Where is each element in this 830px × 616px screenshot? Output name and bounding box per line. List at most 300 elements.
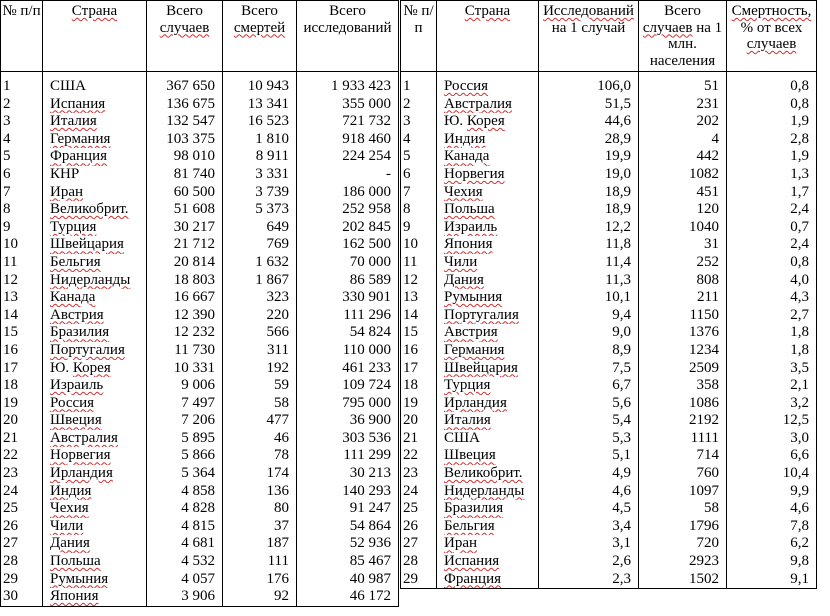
left-table-row (1, 553, 399, 571)
right-table-row (401, 254, 817, 272)
left-table-row (1, 148, 399, 166)
right-table-row (401, 483, 817, 501)
right-cell-mortality-percent: 9,1 (727, 571, 817, 589)
right-cell-cases-per-million: 1111 (639, 430, 727, 448)
right-cell-cases-per-million: 760 (639, 465, 727, 483)
right-cell-country: США (437, 430, 539, 448)
left-header-country: Страна (43, 1, 147, 72)
left-cell-total-deaths: 649 (223, 219, 297, 237)
left-cell-total-deaths: 5 373 (223, 201, 297, 219)
right-cell-cases-per-million: 1086 (639, 395, 727, 413)
left-cell-country: Иран (43, 184, 147, 202)
left-cell-country: Ю. Корея (43, 360, 147, 378)
right-cell-cases-per-million: 1502 (639, 571, 727, 589)
right-cell-tests-per-case: 11,8 (539, 236, 639, 254)
left-cell-total-cases: 4 858 (147, 483, 223, 501)
left-cell-total-cases: 5 866 (147, 447, 223, 465)
right-table-row (401, 184, 817, 202)
right-cell-country: Швейцария (437, 360, 539, 378)
left-table-row (1, 307, 399, 325)
left-cell-total-tests: 111 299 (297, 447, 399, 465)
left-cell-total-tests: 918 460 (297, 131, 399, 149)
left-cell-row-number: 9 (1, 219, 43, 237)
right-cell-row-number: 18 (401, 377, 437, 395)
left-cell-total-tests: 721 732 (297, 113, 399, 131)
left-cell-total-deaths: 311 (223, 342, 297, 360)
right-table-row (401, 412, 817, 430)
left-table-row (1, 588, 399, 606)
right-cell-tests-per-case: 11,4 (539, 254, 639, 272)
right-cell-mortality-percent: 1,3 (727, 166, 817, 184)
right-table-row (401, 131, 817, 149)
left-cell-total-cases: 98 010 (147, 148, 223, 166)
left-table-row (1, 166, 399, 184)
right-cell-tests-per-case: 9,0 (539, 324, 639, 342)
left-cell-row-number: 17 (1, 360, 43, 378)
right-cell-tests-per-case: 4,6 (539, 483, 639, 501)
left-cell-row-number: 12 (1, 272, 43, 290)
right-cell-mortality-percent: 2,4 (727, 236, 817, 254)
right-cell-country: Румыния (437, 289, 539, 307)
right-cell-tests-per-case: 2,3 (539, 571, 639, 589)
left-cell-total-cases: 12 232 (147, 324, 223, 342)
right-cell-tests-per-case: 6,7 (539, 377, 639, 395)
right-table-row (401, 96, 817, 114)
right-cell-mortality-percent: 0,8 (727, 254, 817, 272)
right-cell-country: Бразилия (437, 500, 539, 518)
right-cell-mortality-percent: 1,7 (727, 184, 817, 202)
left-cell-total-cases: 4 532 (147, 553, 223, 571)
left-cell-total-deaths: 13 341 (223, 96, 297, 114)
right-cell-row-number: 11 (401, 254, 437, 272)
left-cell-row-number: 13 (1, 289, 43, 307)
left-cell-row-number: 28 (1, 553, 43, 571)
left-cell-country: Япония (43, 588, 147, 606)
left-cell-country: Швеция (43, 412, 147, 430)
right-cell-mortality-percent: 10,4 (727, 465, 817, 483)
right-cell-country: Бельгия (437, 518, 539, 536)
right-cell-country: Швеция (437, 447, 539, 465)
left-table-row (1, 500, 399, 518)
left-cell-total-tests: 40 987 (297, 571, 399, 589)
left-cell-country: Дания (43, 535, 147, 553)
right-cell-mortality-percent: 6,2 (727, 535, 817, 553)
right-cell-country: Канада (437, 148, 539, 166)
left-cell-row-number: 30 (1, 588, 43, 606)
left-cell-row-number: 10 (1, 236, 43, 254)
left-cell-total-cases: 4 815 (147, 518, 223, 536)
left-cell-country: Канада (43, 289, 147, 307)
left-cell-total-tests: 111 296 (297, 307, 399, 325)
left-table-row (1, 535, 399, 553)
right-cell-country: Турция (437, 377, 539, 395)
left-table-row (1, 430, 399, 448)
left-cell-row-number: 18 (1, 377, 43, 395)
left-cell-row-number: 5 (1, 148, 43, 166)
right-header-row-number: № п/п (401, 1, 437, 72)
right-cell-cases-per-million: 1040 (639, 219, 727, 237)
left-table-row (1, 184, 399, 202)
right-cell-mortality-percent: 2,4 (727, 201, 817, 219)
right-cell-cases-per-million: 51 (639, 72, 727, 96)
left-cell-country: Ирландия (43, 465, 147, 483)
left-cell-row-number: 26 (1, 518, 43, 536)
right-cell-cases-per-million: 1234 (639, 342, 727, 360)
right-cell-country: Чехия (437, 184, 539, 202)
left-cell-total-deaths: 3 739 (223, 184, 297, 202)
right-cell-tests-per-case: 12,2 (539, 219, 639, 237)
right-table-row (401, 535, 817, 553)
left-cell-total-deaths: 566 (223, 324, 297, 342)
left-cell-total-tests: 46 172 (297, 588, 399, 606)
left-cell-country: Турция (43, 219, 147, 237)
left-cell-total-deaths: 37 (223, 518, 297, 536)
right-cell-tests-per-case: 19,0 (539, 166, 639, 184)
left-cell-total-tests: - (297, 166, 399, 184)
right-cell-country: Португалия (437, 307, 539, 325)
left-cell-row-number: 24 (1, 483, 43, 501)
right-cell-country: Великобрит. (437, 465, 539, 483)
left-cell-total-cases: 367 650 (147, 72, 223, 96)
right-cell-mortality-percent: 6,6 (727, 447, 817, 465)
left-table-row (1, 96, 399, 114)
right-cell-country: Чили (437, 254, 539, 272)
right-cell-tests-per-case: 11,3 (539, 272, 639, 290)
right-table (400, 0, 817, 589)
left-header-total-deaths: Всего смертей (223, 1, 297, 72)
right-table-row (401, 166, 817, 184)
left-cell-country: Италия (43, 113, 147, 131)
left-cell-country: Германия (43, 131, 147, 149)
left-cell-country: Бразилия (43, 324, 147, 342)
left-cell-total-cases: 11 730 (147, 342, 223, 360)
left-cell-row-number: 29 (1, 571, 43, 589)
left-cell-total-tests: 461 233 (297, 360, 399, 378)
right-table-row (401, 72, 817, 96)
left-cell-total-deaths: 323 (223, 289, 297, 307)
left-cell-total-cases: 10 331 (147, 360, 223, 378)
left-cell-total-cases: 132 547 (147, 113, 223, 131)
right-cell-mortality-percent: 1,8 (727, 342, 817, 360)
left-cell-row-number: 15 (1, 324, 43, 342)
left-table-row (1, 342, 399, 360)
left-cell-total-tests: 36 900 (297, 412, 399, 430)
right-cell-cases-per-million: 2192 (639, 412, 727, 430)
left-cell-total-cases: 81 740 (147, 166, 223, 184)
left-cell-row-number: 21 (1, 430, 43, 448)
right-cell-country: Австралия (437, 96, 539, 114)
right-cell-row-number: 5 (401, 148, 437, 166)
left-cell-total-cases: 9 006 (147, 377, 223, 395)
right-cell-tests-per-case: 44,6 (539, 113, 639, 131)
left-cell-row-number: 27 (1, 535, 43, 553)
right-cell-tests-per-case: 19,9 (539, 148, 639, 166)
right-cell-country: Ирландия (437, 395, 539, 413)
left-header-total-tests: Всего исследований (297, 1, 399, 72)
left-cell-total-tests: 70 000 (297, 254, 399, 272)
left-cell-total-tests: 202 845 (297, 219, 399, 237)
left-cell-total-cases: 3 906 (147, 588, 223, 606)
left-cell-country: Израиль (43, 377, 147, 395)
left-cell-row-number: 14 (1, 307, 43, 325)
left-cell-country: Россия (43, 395, 147, 413)
right-cell-tests-per-case: 8,9 (539, 342, 639, 360)
left-table-row (1, 465, 399, 483)
left-table-row (1, 272, 399, 290)
right-cell-cases-per-million: 2509 (639, 360, 727, 378)
left-cell-total-tests: 140 293 (297, 483, 399, 501)
left-cell-total-tests: 795 000 (297, 395, 399, 413)
right-cell-tests-per-case: 106,0 (539, 72, 639, 96)
right-cell-cases-per-million: 211 (639, 289, 727, 307)
left-cell-country: Чили (43, 518, 147, 536)
right-cell-country: Ю. Корея (437, 113, 539, 131)
right-cell-cases-per-million: 4 (639, 131, 727, 149)
right-header-mortality-percent: Смертность, % от всех случаев (727, 1, 817, 72)
right-table-row (401, 324, 817, 342)
right-cell-row-number: 26 (401, 518, 437, 536)
right-table-row (401, 430, 817, 448)
left-table-row (1, 571, 399, 589)
right-cell-country: Франция (437, 571, 539, 589)
right-cell-mortality-percent: 0,8 (727, 72, 817, 96)
left-cell-country: Швейцария (43, 236, 147, 254)
right-table-row (401, 236, 817, 254)
left-cell-total-deaths: 58 (223, 395, 297, 413)
left-cell-total-cases: 12 390 (147, 307, 223, 325)
right-cell-row-number: 14 (401, 307, 437, 325)
right-table-row (401, 342, 817, 360)
right-cell-cases-per-million: 202 (639, 113, 727, 131)
left-cell-total-cases: 60 500 (147, 184, 223, 202)
left-cell-total-cases: 21 712 (147, 236, 223, 254)
left-table-row (1, 254, 399, 272)
left-cell-total-tests: 355 000 (297, 96, 399, 114)
left-header-total-cases: Всего случаев (147, 1, 223, 72)
left-cell-total-deaths: 92 (223, 588, 297, 606)
right-cell-country: Италия (437, 412, 539, 430)
left-cell-total-cases: 16 667 (147, 289, 223, 307)
left-table-row (1, 324, 399, 342)
right-cell-row-number: 19 (401, 395, 437, 413)
right-cell-cases-per-million: 2923 (639, 553, 727, 571)
right-cell-tests-per-case: 51,5 (539, 96, 639, 114)
left-cell-row-number: 7 (1, 184, 43, 202)
right-cell-row-number: 6 (401, 166, 437, 184)
right-cell-mortality-percent: 2,8 (727, 131, 817, 149)
left-cell-total-deaths: 1 810 (223, 131, 297, 149)
left-cell-total-deaths: 1 632 (223, 254, 297, 272)
right-cell-tests-per-case: 5,6 (539, 395, 639, 413)
right-cell-mortality-percent: 3,0 (727, 430, 817, 448)
left-cell-row-number: 16 (1, 342, 43, 360)
left-cell-total-cases: 30 217 (147, 219, 223, 237)
left-table-body (1, 72, 399, 607)
left-cell-total-deaths: 59 (223, 377, 297, 395)
right-cell-tests-per-case: 4,5 (539, 500, 639, 518)
left-table-row (1, 395, 399, 413)
right-cell-mortality-percent: 9,8 (727, 553, 817, 571)
right-cell-row-number: 13 (401, 289, 437, 307)
left-cell-total-tests: 303 536 (297, 430, 399, 448)
left-cell-row-number: 8 (1, 201, 43, 219)
right-cell-row-number: 28 (401, 553, 437, 571)
right-cell-cases-per-million: 442 (639, 148, 727, 166)
right-cell-row-number: 21 (401, 430, 437, 448)
right-cell-tests-per-case: 2,6 (539, 553, 639, 571)
left-table-row (1, 360, 399, 378)
left-cell-row-number: 19 (1, 395, 43, 413)
right-table-body (401, 72, 817, 589)
right-header-cases-per-million: Всего случаев на 1 млн. населения (639, 1, 727, 72)
right-table-row (401, 500, 817, 518)
right-cell-mortality-percent: 12,5 (727, 412, 817, 430)
left-cell-country: Польша (43, 553, 147, 571)
right-cell-country: Норвегия (437, 166, 539, 184)
right-cell-cases-per-million: 808 (639, 272, 727, 290)
left-cell-total-deaths: 80 (223, 500, 297, 518)
left-cell-total-deaths: 192 (223, 360, 297, 378)
left-cell-country: Португалия (43, 342, 147, 360)
right-cell-row-number: 8 (401, 201, 437, 219)
left-table-row (1, 483, 399, 501)
right-table-row (401, 377, 817, 395)
right-cell-cases-per-million: 231 (639, 96, 727, 114)
right-cell-mortality-percent: 0,7 (727, 219, 817, 237)
left-cell-country: Бельгия (43, 254, 147, 272)
left-cell-country: Нидерланды (43, 272, 147, 290)
left-table-row (1, 447, 399, 465)
right-cell-row-number: 20 (401, 412, 437, 430)
right-cell-cases-per-million: 1376 (639, 324, 727, 342)
left-table-row (1, 113, 399, 131)
right-table-row (401, 447, 817, 465)
right-cell-cases-per-million: 252 (639, 254, 727, 272)
right-table-row (401, 219, 817, 237)
left-cell-total-tests: 162 500 (297, 236, 399, 254)
left-table (0, 0, 399, 607)
right-table-row (401, 395, 817, 413)
right-cell-row-number: 7 (401, 184, 437, 202)
left-cell-total-tests: 30 213 (297, 465, 399, 483)
right-cell-tests-per-case: 5,3 (539, 430, 639, 448)
right-header-tests-per-case: Исследований на 1 случай (539, 1, 639, 72)
left-table-row (1, 377, 399, 395)
right-cell-cases-per-million: 1150 (639, 307, 727, 325)
left-cell-country: Чехия (43, 500, 147, 518)
left-cell-total-cases: 20 814 (147, 254, 223, 272)
left-cell-total-cases: 7 497 (147, 395, 223, 413)
left-cell-row-number: 4 (1, 131, 43, 149)
left-cell-total-cases: 5 364 (147, 465, 223, 483)
left-table-row (1, 201, 399, 219)
left-cell-row-number: 20 (1, 412, 43, 430)
left-table-row (1, 289, 399, 307)
left-cell-total-deaths: 769 (223, 236, 297, 254)
right-cell-row-number: 24 (401, 483, 437, 501)
left-cell-total-cases: 51 608 (147, 201, 223, 219)
right-table-row (401, 148, 817, 166)
right-table-header (401, 1, 817, 72)
right-cell-cases-per-million: 58 (639, 500, 727, 518)
left-cell-total-tests: 54 864 (297, 518, 399, 536)
left-header-row-number: № п/п (1, 1, 43, 72)
left-cell-total-cases: 4 828 (147, 500, 223, 518)
left-cell-total-tests: 85 467 (297, 553, 399, 571)
right-cell-cases-per-million: 1097 (639, 483, 727, 501)
left-table-row (1, 219, 399, 237)
left-table-row (1, 72, 399, 96)
left-table-row (1, 412, 399, 430)
left-cell-country: КНР (43, 166, 147, 184)
left-cell-total-tests: 224 254 (297, 148, 399, 166)
right-cell-tests-per-case: 7,5 (539, 360, 639, 378)
right-cell-tests-per-case: 5,1 (539, 447, 639, 465)
right-cell-mortality-percent: 4,6 (727, 500, 817, 518)
left-cell-total-tests: 186 000 (297, 184, 399, 202)
left-cell-total-deaths: 10 943 (223, 72, 297, 96)
right-cell-tests-per-case: 28,9 (539, 131, 639, 149)
right-cell-row-number: 12 (401, 272, 437, 290)
right-table-row (401, 289, 817, 307)
left-cell-row-number: 25 (1, 500, 43, 518)
left-cell-country: Испания (43, 96, 147, 114)
right-table-row (401, 272, 817, 290)
left-cell-row-number: 11 (1, 254, 43, 272)
left-cell-total-tests: 110 000 (297, 342, 399, 360)
right-cell-tests-per-case: 3,4 (539, 518, 639, 536)
right-cell-row-number: 9 (401, 219, 437, 237)
left-cell-total-cases: 4 057 (147, 571, 223, 589)
right-cell-cases-per-million: 358 (639, 377, 727, 395)
left-cell-total-deaths: 1 867 (223, 272, 297, 290)
left-cell-total-cases: 7 206 (147, 412, 223, 430)
right-cell-country: Япония (437, 236, 539, 254)
left-cell-total-deaths: 46 (223, 430, 297, 448)
right-cell-cases-per-million: 1796 (639, 518, 727, 536)
left-cell-country: Индия (43, 483, 147, 501)
right-table-row (401, 360, 817, 378)
left-cell-total-tests: 52 936 (297, 535, 399, 553)
left-cell-country: Великобрит. (43, 201, 147, 219)
right-cell-country: Иран (437, 535, 539, 553)
right-cell-row-number: 4 (401, 131, 437, 149)
right-cell-mortality-percent: 0,8 (727, 96, 817, 114)
right-cell-mortality-percent: 3,5 (727, 360, 817, 378)
left-cell-total-deaths: 16 523 (223, 113, 297, 131)
right-cell-row-number: 16 (401, 342, 437, 360)
right-cell-mortality-percent: 2,7 (727, 307, 817, 325)
right-cell-country: Германия (437, 342, 539, 360)
left-cell-total-deaths: 477 (223, 412, 297, 430)
right-cell-row-number: 17 (401, 360, 437, 378)
left-cell-country: Австрия (43, 307, 147, 325)
left-cell-total-deaths: 176 (223, 571, 297, 589)
right-cell-tests-per-case: 18,9 (539, 201, 639, 219)
left-cell-total-deaths: 3 331 (223, 166, 297, 184)
left-cell-total-tests: 91 247 (297, 500, 399, 518)
left-cell-total-tests: 109 724 (297, 377, 399, 395)
left-cell-country: США (43, 72, 147, 96)
right-cell-row-number: 27 (401, 535, 437, 553)
right-table-row (401, 518, 817, 536)
right-cell-cases-per-million: 714 (639, 447, 727, 465)
right-cell-country: Индия (437, 131, 539, 149)
left-cell-total-cases: 5 895 (147, 430, 223, 448)
left-cell-total-tests: 54 824 (297, 324, 399, 342)
left-cell-total-cases: 103 375 (147, 131, 223, 149)
left-cell-total-deaths: 187 (223, 535, 297, 553)
